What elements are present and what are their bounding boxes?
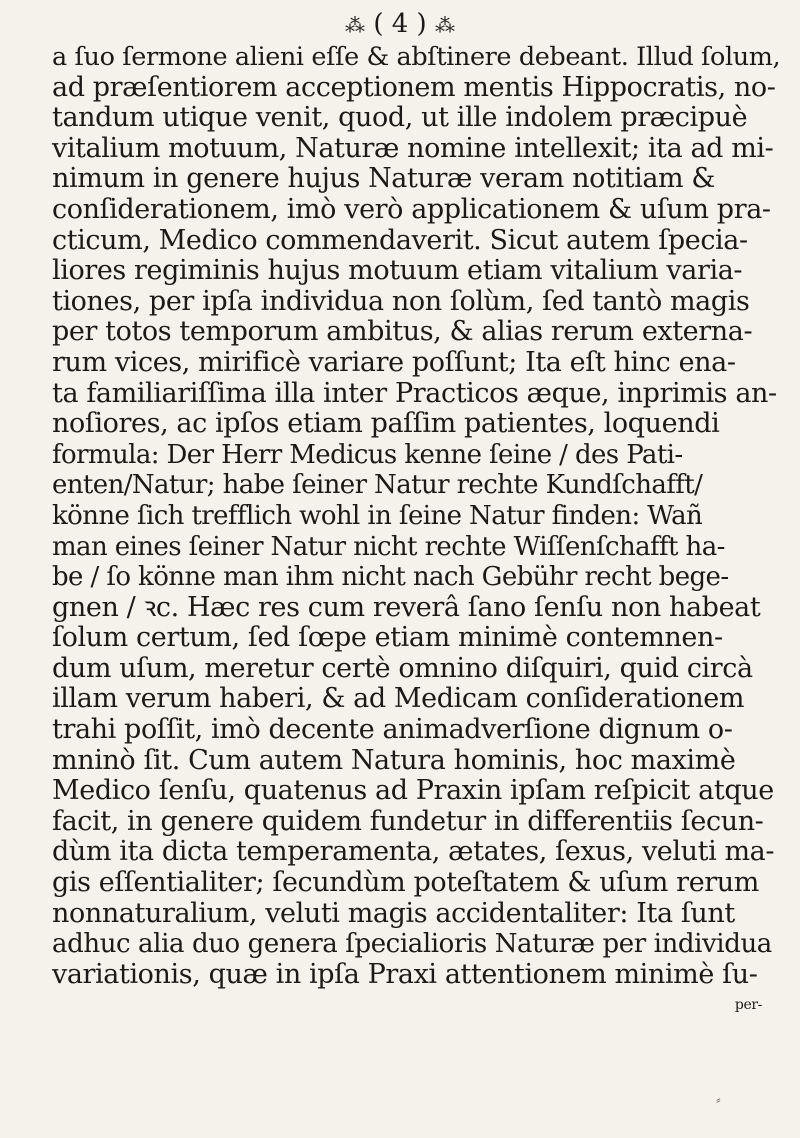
- text-line: gnen / ꝛc. Hæc res cum reverâ ſano ſenſu non habeat: [52, 591, 761, 623]
- page-header: [0, 8, 800, 41]
- text-line-fraktur: be / ſo könne man ihm nicht nach Gebühr recht bege-: [52, 562, 729, 593]
- text-line: ad præſentiorem acceptionem mentis Hippocratis, no-: [52, 71, 776, 103]
- text-line-fraktur: enten/Natur; habe ſeiner Natur rechte Kundſchafft/: [52, 470, 703, 501]
- body-text: [52, 42, 782, 1021]
- ornament-right: ⁂: [434, 13, 455, 37]
- text-line: mninò ſit. Cum autem Natura hominis, hoc maximè: [52, 744, 736, 776]
- text-line: nonnaturalium, veluti magis accidentaliter: Ita ſunt: [52, 897, 735, 929]
- text-line: variationis, quæ in ipſa Praxi attentionem minimè ſu-: [52, 958, 758, 990]
- page-number: ( 4 ): [373, 9, 427, 39]
- text-line: per totos temporum ambitus, & alias rerum externa-: [52, 316, 753, 348]
- text-line: gis eſſentialiter; ſecundùm poteſtatem & uſum rerum: [52, 867, 759, 899]
- text-line: ſolum certum, ſed ſœpe etiam minimè contemnen-: [52, 622, 723, 654]
- text-line: ta familiariſſima illa inter Practicos æque, inprimis an-: [52, 377, 777, 409]
- text-line: rum vices, mirificè variare poſſunt; Ita eſt hinc ena-: [52, 346, 736, 378]
- text-line: vitalium motuum, Naturæ nomine intellexit; ita ad mi-: [52, 132, 774, 164]
- text-line: facit, in genere quidem fundetur in differentiis ſecun-: [52, 805, 764, 837]
- text-line: tandum utique venit, quod, ut ille indolem præcipuè: [52, 102, 748, 134]
- text-line: Medico ſenſu, quatenus ad Praxin ipſam reſpicit atque: [52, 775, 774, 807]
- text-line: adhuc alia duo genera ſpecialioris Naturæ per individua: [52, 929, 772, 960]
- text-line-fraktur: man eines ſeiner Natur nicht rechte Wiſſenſchafft ha-: [52, 531, 725, 562]
- text-line-fraktur: könne ſich trefflich wohl in ſeine Natur finden: Wañ: [52, 500, 703, 531]
- ornament-left: ⁂: [345, 13, 366, 37]
- text-line: illam verum haberi, & ad Medicam conſiderationem: [52, 683, 745, 715]
- text-line: conſiderationem, imò verò applicationem & uſum pra-: [52, 193, 771, 225]
- bottom-mark: ⸗: [716, 1092, 721, 1108]
- text-line: a ſuo ſermone alieni eſſe & abſtinere debeant. Illud ſolum,: [52, 42, 781, 72]
- text-line: dum uſum, meretur certè omnino diſquiri, quid circà: [52, 652, 753, 684]
- text-line: liores regiminis hujus motuum etiam vitalium varia-: [52, 255, 743, 287]
- text-line: trahi poſſit, imò decente animadverſione dignum o-: [52, 714, 733, 746]
- text-line: dùm ita dicta temperamenta, ætates, ſexus, veluti ma-: [52, 836, 775, 868]
- text-line-fraktur: formula: Der Herr Medicus kenne ſeine / des Pati-: [52, 439, 683, 470]
- text-line: noſiores, ac ipſos etiam paſſim patientes, loquendi: [52, 408, 720, 440]
- text-line: cticum, Medico commendaverit. Sicut autem ſpecia-: [52, 224, 748, 256]
- catchword: per-: [734, 997, 762, 1014]
- text-line: tiones, per ipſa individua non ſolùm, ſed tantò magis: [52, 285, 750, 317]
- text-line: nimum in genere hujus Naturæ veram notitiam &: [52, 163, 716, 195]
